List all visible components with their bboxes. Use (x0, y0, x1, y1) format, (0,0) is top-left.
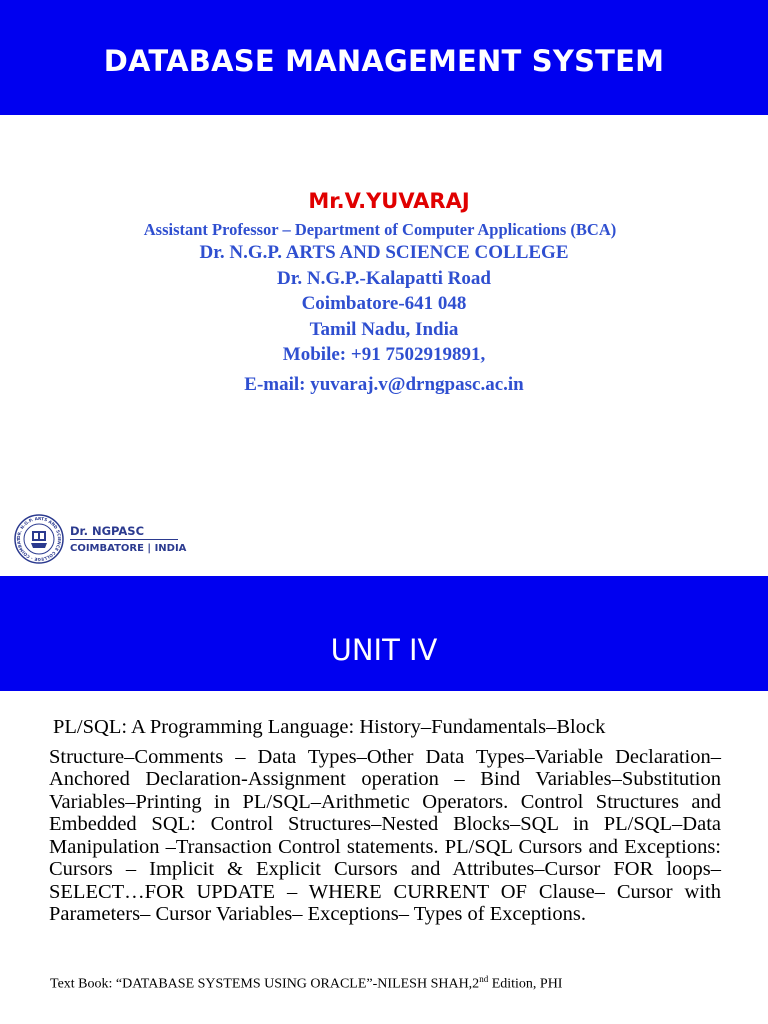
slide2-title-banner (0, 576, 768, 691)
author-name: Mr.V.YUVARAJ (308, 189, 470, 213)
logo-text (70, 524, 186, 554)
logo-name: Dr. NGPASC (70, 524, 178, 540)
syllabus-text (49, 716, 721, 926)
textbook-edition-suffix: nd (479, 974, 489, 984)
textbook-prefix: Text Book: “DATABASE SYSTEMS USING ORACLE”-NILESH SHAH,2 (50, 976, 480, 992)
city-line: Coimbatore-641 048 (301, 293, 467, 314)
author-info (0, 187, 768, 397)
syllabus-first-line: PL/SQL: A Programming Language: History–Fundamentals–Block (53, 716, 606, 738)
slide1-title-banner (0, 0, 768, 115)
college-name: Dr. N.G.P. ARTS AND SCIENCE COLLEGE (199, 242, 569, 263)
college-seal-icon (14, 514, 64, 564)
slide1-title: DATABASE MANAGEMENT SYSTEM (103, 43, 665, 78)
syllabus-paragraph: Structure–Comments – Data Types–Other Data Types–Variable Declaration–Anchored Declaration-Assignment operation – Bind Variables–Substitution Variables–Printing in PL/SQL–Arithmetic Operators. Control Structures and Embedded SQL: Control Structures–Nested Blocks–SQL in PL/SQL–Data Manipulation –Transaction Control statements. PL/SQL Cursors and Exceptions: Cursors – Implicit & Explicit Cursors and Attributes–Cursor FOR loops–SELECT…FOR UPDATE – WHERE CURRENT OF Clause– Cursor with Parameters– Cursor Variables– Exceptions– Types of Exceptions. (49, 745, 721, 925)
road-line: Dr. N.G.P.-Kalapatti Road (277, 267, 491, 289)
mobile-line: Mobile: +91 7502919891, (282, 344, 486, 365)
textbook-suffix: Edition, PHI (488, 976, 563, 992)
unit-title: UNIT IV (330, 632, 438, 667)
logo-place: COIMBATORE | INDIA (70, 543, 187, 554)
textbook-reference (50, 974, 750, 993)
designation: Assistant Professor – Department of Computer Applications (BCA) (143, 220, 617, 239)
svg-text:DR. N.G.P. ARTS AND SCIENCE CO: DR. N.G.P. ARTS AND SCIENCE COLLEGE · COIMBAT (15, 515, 63, 563)
state-line: Tamil Nadu, India (309, 318, 459, 340)
email-line: E-mail: yuvaraj.v@drngpasc.ac.in (244, 373, 524, 395)
college-logo (14, 514, 186, 564)
